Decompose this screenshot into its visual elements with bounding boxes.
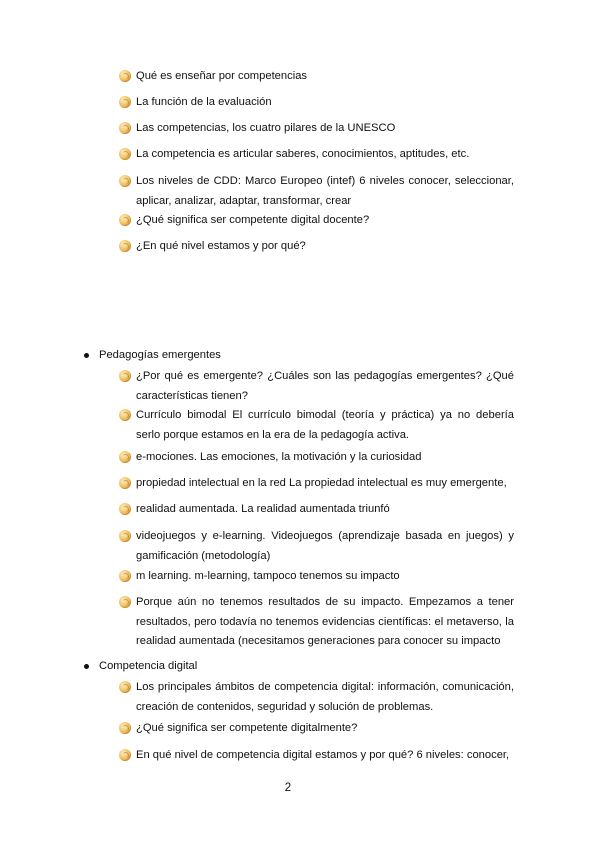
coin-bullet-icon bbox=[119, 681, 131, 693]
list-item bbox=[119, 145, 514, 165]
coin-bullet-icon bbox=[119, 570, 131, 582]
section-title: Pedagogías emergentes bbox=[99, 349, 221, 361]
list-item bbox=[119, 67, 514, 87]
list-item-text: Las competencias, los cuatro pilares de la UNESCO bbox=[136, 122, 396, 134]
list-item-text: videojuegos y e-learning. Videojuegos (aprendizaje basada en juegos) y gamificación (metodología) bbox=[136, 530, 514, 562]
list-item-text: La competencia es articular saberes, conocimientos, aptitudes, etc. bbox=[136, 148, 470, 160]
coin-bullet-icon bbox=[119, 370, 131, 382]
list-item bbox=[119, 119, 514, 139]
coin-bullet-icon bbox=[119, 722, 131, 734]
list-item-text: ¿Por qué es emergente? ¿Cuáles son las pedagogías emergentes? ¿Qué características tienen? bbox=[136, 370, 514, 402]
list-item-text: ¿Qué significa ser competente digital docente? bbox=[136, 214, 370, 226]
list-item-text: ¿En qué nivel estamos y por qué? bbox=[136, 240, 306, 252]
list-item-text: Los niveles de CDD: Marco Europeo (intef) 6 niveles conocer, seleccionar, aplicar, analizar, adaptar, transformar, crear bbox=[136, 175, 514, 207]
coin-bullet-icon bbox=[119, 477, 131, 489]
list-item bbox=[119, 719, 514, 739]
list-item bbox=[119, 593, 514, 652]
coin-bullet-icon bbox=[119, 70, 131, 82]
section-title: Competencia digital bbox=[99, 660, 198, 672]
list-item bbox=[119, 237, 514, 257]
coin-bullet-icon bbox=[119, 530, 131, 542]
list-item bbox=[119, 211, 514, 231]
coin-bullet-icon bbox=[119, 214, 131, 226]
list-item bbox=[119, 474, 514, 494]
list-item-text: En qué nivel de competencia digital estamos y por qué? 6 niveles: conocer, bbox=[136, 749, 510, 761]
list-item-text: Los principales ámbitos de competencia digital: información, comunicación, creación de contenidos, seguridad y solución de problemas. bbox=[136, 681, 514, 713]
section-heading-competencia bbox=[84, 657, 504, 676]
coin-bullet-icon bbox=[119, 148, 131, 160]
list-item bbox=[119, 567, 514, 587]
list-item-text: realidad aumentada. La realidad aumentada triunfó bbox=[136, 503, 390, 515]
coin-bullet-icon bbox=[119, 451, 131, 463]
coin-bullet-icon bbox=[119, 175, 131, 187]
coin-bullet-icon bbox=[119, 409, 131, 421]
list-item bbox=[119, 406, 514, 445]
bullet-dot-icon bbox=[84, 664, 89, 669]
list-item-text: propiedad intelectual en la red La propiedad intelectual es muy emergente, bbox=[136, 477, 507, 489]
list-item bbox=[119, 172, 514, 211]
list-item-text: e-mociones. Las emociones, la motivación y la curiosidad bbox=[136, 451, 422, 463]
coin-bullet-icon bbox=[119, 749, 131, 761]
list-item-text: ¿Qué significa ser competente digitalmente? bbox=[136, 722, 358, 734]
coin-bullet-icon bbox=[119, 122, 131, 134]
list-item bbox=[119, 678, 514, 717]
list-item-text: Porque aún no tenemos resultados de su impacto. Empezamos a tener resultados, pero todavía no tenemos evidencias científicas: el metaverso, la realidad aumentada (necesitamos generaciones para conocer su impacto bbox=[136, 596, 514, 647]
list-item-text: Qué es enseñar por competencias bbox=[136, 70, 308, 82]
bullet-dot-icon bbox=[84, 353, 89, 358]
list-item-text: La función de la evaluación bbox=[136, 96, 272, 108]
list-item bbox=[119, 746, 514, 766]
section-heading-pedagogias bbox=[84, 346, 504, 365]
list-item bbox=[119, 367, 514, 406]
list-item bbox=[119, 527, 514, 566]
coin-bullet-icon bbox=[119, 596, 131, 608]
coin-bullet-icon bbox=[119, 240, 131, 252]
list-item bbox=[119, 93, 514, 113]
list-item bbox=[119, 500, 514, 520]
page-number: 2 bbox=[284, 782, 292, 794]
list-item-text: m learning. m-learning, tampoco tenemos su impacto bbox=[136, 570, 400, 582]
coin-bullet-icon bbox=[119, 503, 131, 515]
list-item bbox=[119, 448, 514, 468]
list-item-text: Currículo bimodal El currículo bimodal (teoría y práctica) ya no debería serlo porque estamos en la era de la pedagogía activa. bbox=[136, 409, 514, 441]
coin-bullet-icon bbox=[119, 96, 131, 108]
